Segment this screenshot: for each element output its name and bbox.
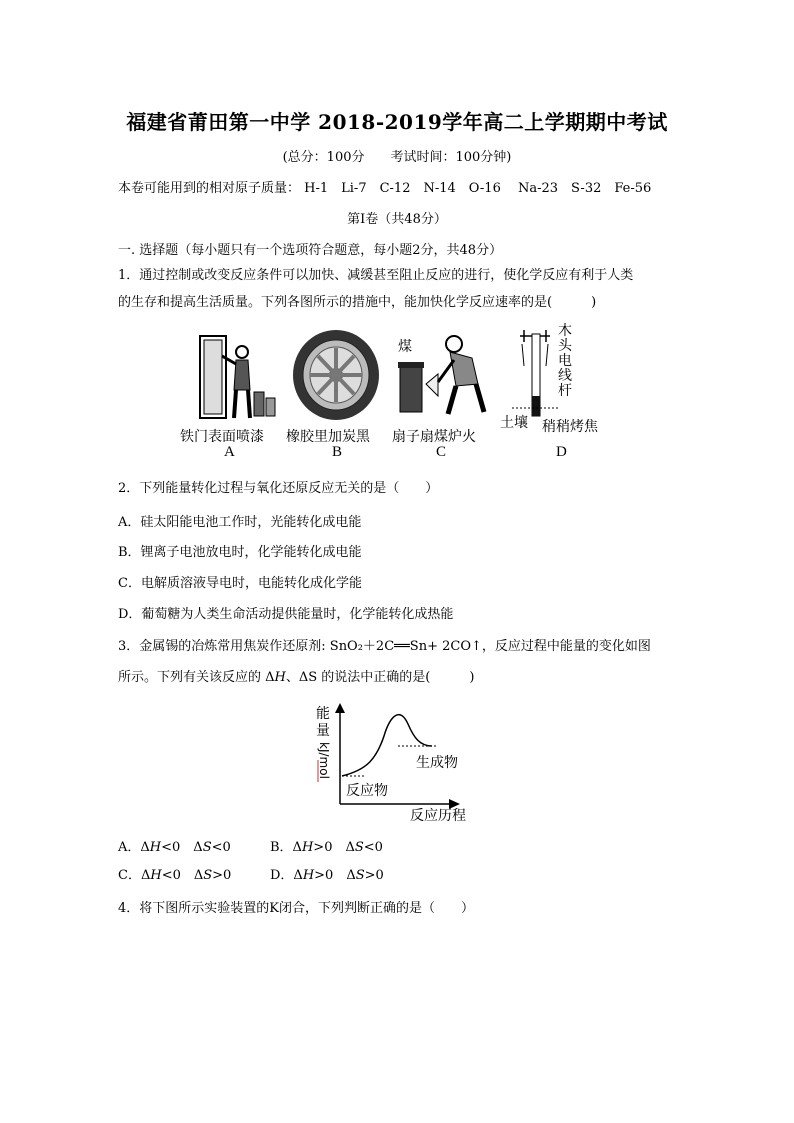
opt-part: C．Δ xyxy=(118,868,151,883)
opt-part: >0 Δ xyxy=(313,840,355,855)
letter-d: D xyxy=(556,444,567,460)
pole-char: 木 xyxy=(558,323,572,339)
atomic-masses: 本卷可能用到的相对原子质量： H-1 Li-7 C-12 N-14 O-16 Na-23 S-32 Fe-56 xyxy=(118,181,652,196)
caption-d: 稍稍烤焦 xyxy=(542,419,598,435)
pole-label xyxy=(558,324,572,399)
q2-option-b: B．锂离子电池放电时，化学能转化成电能 xyxy=(118,545,362,560)
q3-option-a xyxy=(118,836,231,855)
q4-stem: 4．将下图所示实验装置的K闭合，下列判断正确的是（ ） xyxy=(118,901,474,916)
q2-option-d: D．葡萄糖为人类生命活动提供能量时，化学能转化成热能 xyxy=(118,607,454,622)
opt-part: >0 xyxy=(364,868,384,883)
soil-label: 土壤 xyxy=(500,415,528,431)
opt-symbol: S xyxy=(355,868,365,883)
letter-a: A xyxy=(224,444,235,460)
exam-meta: (总分：100分 考试时间：100分钟) xyxy=(282,150,512,165)
q3-stem-line2 xyxy=(118,666,474,685)
opt-part: <0 xyxy=(211,840,231,855)
q3-stem-line1: 3．金属锡的冶炼常用焦炭作还原剂: SnO₂＋2C══Sn+ 2CO↑，反应过程中能量的变化如图 xyxy=(118,639,651,654)
opt-part: <0 xyxy=(363,840,383,855)
q1-stem-line2: 的生存和提高生活质量。下列各图所示的措施中，能加快化学反应速率的是( ) xyxy=(118,295,597,310)
opt-part: D．Δ xyxy=(270,868,303,883)
caption-c: 扇子扇煤炉火 xyxy=(392,429,476,445)
opt-symbol: H xyxy=(301,840,314,855)
q2-option-a: A．硅太阳能电池工作时，光能转化成电能 xyxy=(118,515,362,530)
enthalpy-symbol: H xyxy=(274,670,286,685)
y-axis-char: 能 xyxy=(316,706,330,722)
x-axis-label: 反应历程 xyxy=(410,808,466,824)
q3-option-b xyxy=(270,836,383,855)
reactant-label: 反应物 xyxy=(346,783,388,799)
q3-option-d xyxy=(270,864,384,883)
pole-char: 线 xyxy=(558,368,572,384)
volume-heading: 第Ⅰ卷（共48分） xyxy=(347,212,447,227)
product-label: 生成物 xyxy=(416,755,458,771)
section-heading: 一. 选择题（每小题只有一个选项符合题意，每小题2分，共48分） xyxy=(118,243,503,258)
opt-symbol: S xyxy=(354,840,364,855)
page-title: 福建省莆田第一中学 2018-2019学年高二上学期期中考试 xyxy=(126,110,668,134)
coal-tag: 煤 xyxy=(398,339,412,355)
q3-option-c xyxy=(118,864,231,883)
letter-b: B xyxy=(332,444,343,460)
opt-symbol: H xyxy=(150,868,162,883)
opt-part: B．Δ xyxy=(270,840,302,855)
q2-option-c: C．电解质溶液导电时，电能转化成化学能 xyxy=(118,576,362,591)
q3-stem-part: 所示。下列有关该反应的 Δ xyxy=(118,670,275,685)
pole-char: 电 xyxy=(558,353,572,369)
y-axis-label xyxy=(316,706,330,740)
opt-part: >0 Δ xyxy=(314,868,356,883)
q2-stem: 2．下列能量转化过程与氧化还原反应无关的是（ ） xyxy=(118,481,439,496)
q1-figures xyxy=(180,323,620,466)
opt-part: >0 xyxy=(212,868,232,883)
opt-symbol: S xyxy=(203,868,213,883)
y-axis-char: 量 xyxy=(316,723,330,739)
opt-part: <0 Δ xyxy=(161,840,203,855)
opt-symbol: H xyxy=(302,868,315,883)
pole-char: 头 xyxy=(558,338,572,354)
opt-symbol: S xyxy=(202,840,212,855)
pole-char: 杆 xyxy=(558,383,572,399)
q1-stem-line1: 1．通过控制或改变反应条件可以加快、减缓甚至阻止反应的进行，使化学反应有利于人类 xyxy=(118,268,634,283)
opt-symbol: H xyxy=(149,840,162,855)
caption-a: 铁门表面喷漆 xyxy=(180,429,264,445)
y-axis-unit: kJ/mol xyxy=(317,742,331,779)
caption-b: 橡胶里加炭黑 xyxy=(286,429,370,445)
door-painting-illustration xyxy=(190,330,280,422)
opt-part: A．Δ xyxy=(118,840,150,855)
letter-c: C xyxy=(436,444,447,460)
opt-part: <0 Δ xyxy=(161,868,204,883)
tire-illustration xyxy=(290,328,382,422)
q3-stem-part: 、ΔS 的说法中正确的是( ) xyxy=(285,670,475,685)
